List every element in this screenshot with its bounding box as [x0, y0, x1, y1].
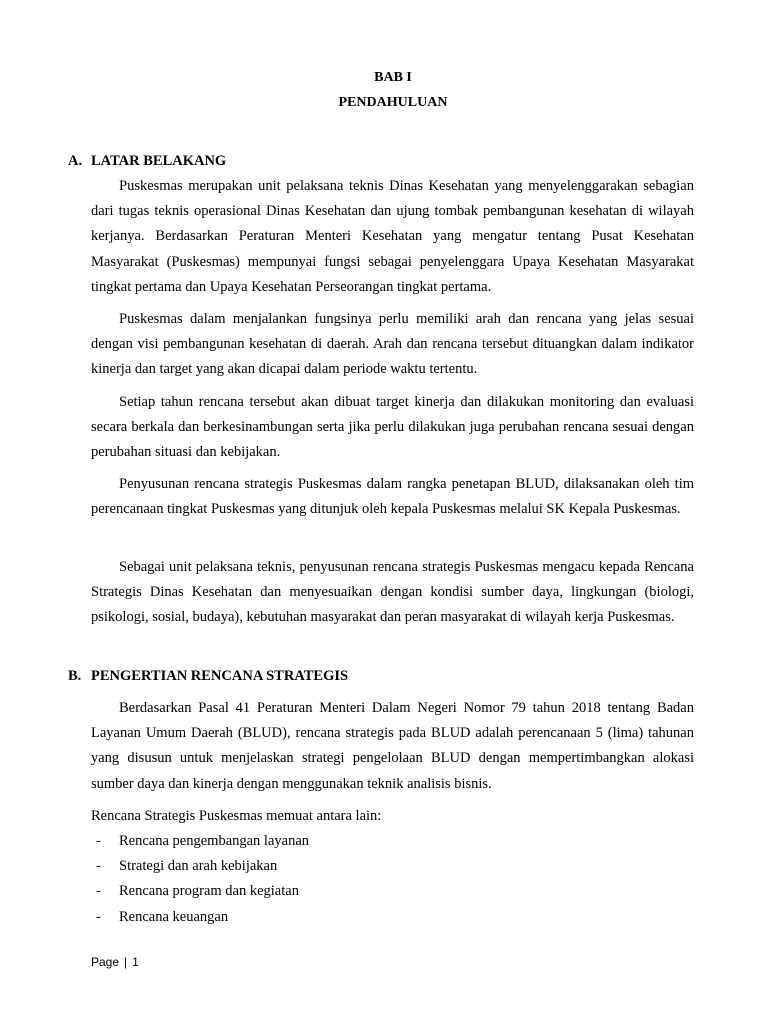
list-item-text: Rencana pengembangan layanan	[119, 833, 310, 849]
list-item-text: Rencana keuangan	[119, 908, 229, 925]
section-a-title: LATAR BELAKANG	[91, 153, 227, 169]
list-item	[91, 854, 694, 879]
section-a-paragraph-3: Setiap tahun rencana tersebut akan dibuat target kinerja dan dilakukan monitoring dan evaluasi secara berkala dan berkesinambungan serta jika perlu dilakukan juga perubahan rencana sesuai dengan perubahan situasi dan kebijakan.	[91, 394, 694, 461]
page-number: 1	[132, 955, 139, 969]
page-separator: |	[124, 955, 128, 969]
section-a-paragraph-4: Penyusunan rencana strategis Puskesmas dalam rangka penetapan BLUD, dilaksanakan oleh tim perencanaan tingkat Puskesmas yang ditunjuk oleh kepala Puskesmas melalui SK Kepala Puskesmas.	[91, 476, 694, 518]
chapter-label: BAB I	[374, 70, 412, 85]
list-marker: -	[96, 908, 101, 925]
list-item-text: Rencana program dan kegiatan	[119, 883, 299, 900]
list-item	[91, 879, 694, 904]
list-marker: -	[96, 858, 101, 875]
page-label: Page	[91, 955, 120, 969]
section-b-title: PENGERTIAN RENCANA STRATEGIS	[91, 668, 349, 684]
section-a-letter: A.	[68, 153, 83, 169]
page-footer	[91, 955, 139, 969]
list-marker: -	[96, 833, 101, 849]
section-a-paragraph-1: Puskesmas merupakan unit pelaksana teknis Dinas Kesehatan yang menyelenggarakan sebagian dari tugas teknis operasional Dinas Kesehatan dan ujung tombak pembangunan kesehatan di wilayah kerjanya. Berdasarkan Peraturan Menteri Kesehatan yang mengatur tentang Pusat Kesehatan Masyarakat (Puskesmas) mempunyai fungsi sebagai penyelenggara Upaya Kesehatan Masyarakat tingkat pertama dan Upaya Kesehatan Perseorangan tingkat pertama.	[91, 178, 694, 295]
section-a-paragraph-5: Sebagai unit pelaksana teknis, penyusunan rencana strategis Puskesmas mengacu kepada Rencana Strategis Dinas Kesehatan dan menyesuaikan dengan kondisi sumber daya, lingkungan (biologi, psikologi, sosial, budaya), kebutuhan masyarakat dan peran masyarakat di wilayah kerja Puskesmas.	[91, 559, 694, 626]
section-b-heading	[68, 667, 348, 685]
list-item-text: Strategi dan arah kebijakan	[119, 858, 278, 875]
section-a-paragraph-2: Puskesmas dalam menjalankan fungsinya perlu memiliki arah dan rencana yang jelas sesuai dengan visi pembangunan kesehatan di daerah. Arah dan rencana tersebut dituangkan dalam indikator kinerja dan target yang akan dicapai dalam periode waktu tertentu.	[91, 311, 694, 378]
chapter-title: PENDAHULUAN	[338, 95, 448, 110]
list-marker: -	[96, 883, 101, 900]
section-b-paragraph-1: Berdasarkan Pasal 41 Peraturan Menteri Dalam Negeri Nomor 79 tahun 2018 tentang Badan Layanan Umum Daerah (BLUD), rencana strategis pada BLUD adalah perencanaan 5 (lima) tahunan yang disusun untuk menjelaskan strategi pengelolaan BLUD dengan mempertimbangkan alokasi sumber daya dan kinerja dengan menggunakan teknik analisis bisnis.	[91, 700, 694, 792]
section-b-letter: B.	[68, 668, 82, 684]
list-item	[91, 829, 694, 854]
section-a-heading	[68, 152, 226, 170]
strategic-plan-contents-list	[91, 829, 694, 930]
section-b-list-intro: Rencana Strategis Puskesmas memuat antara lain:	[91, 808, 382, 824]
list-item	[91, 905, 694, 930]
